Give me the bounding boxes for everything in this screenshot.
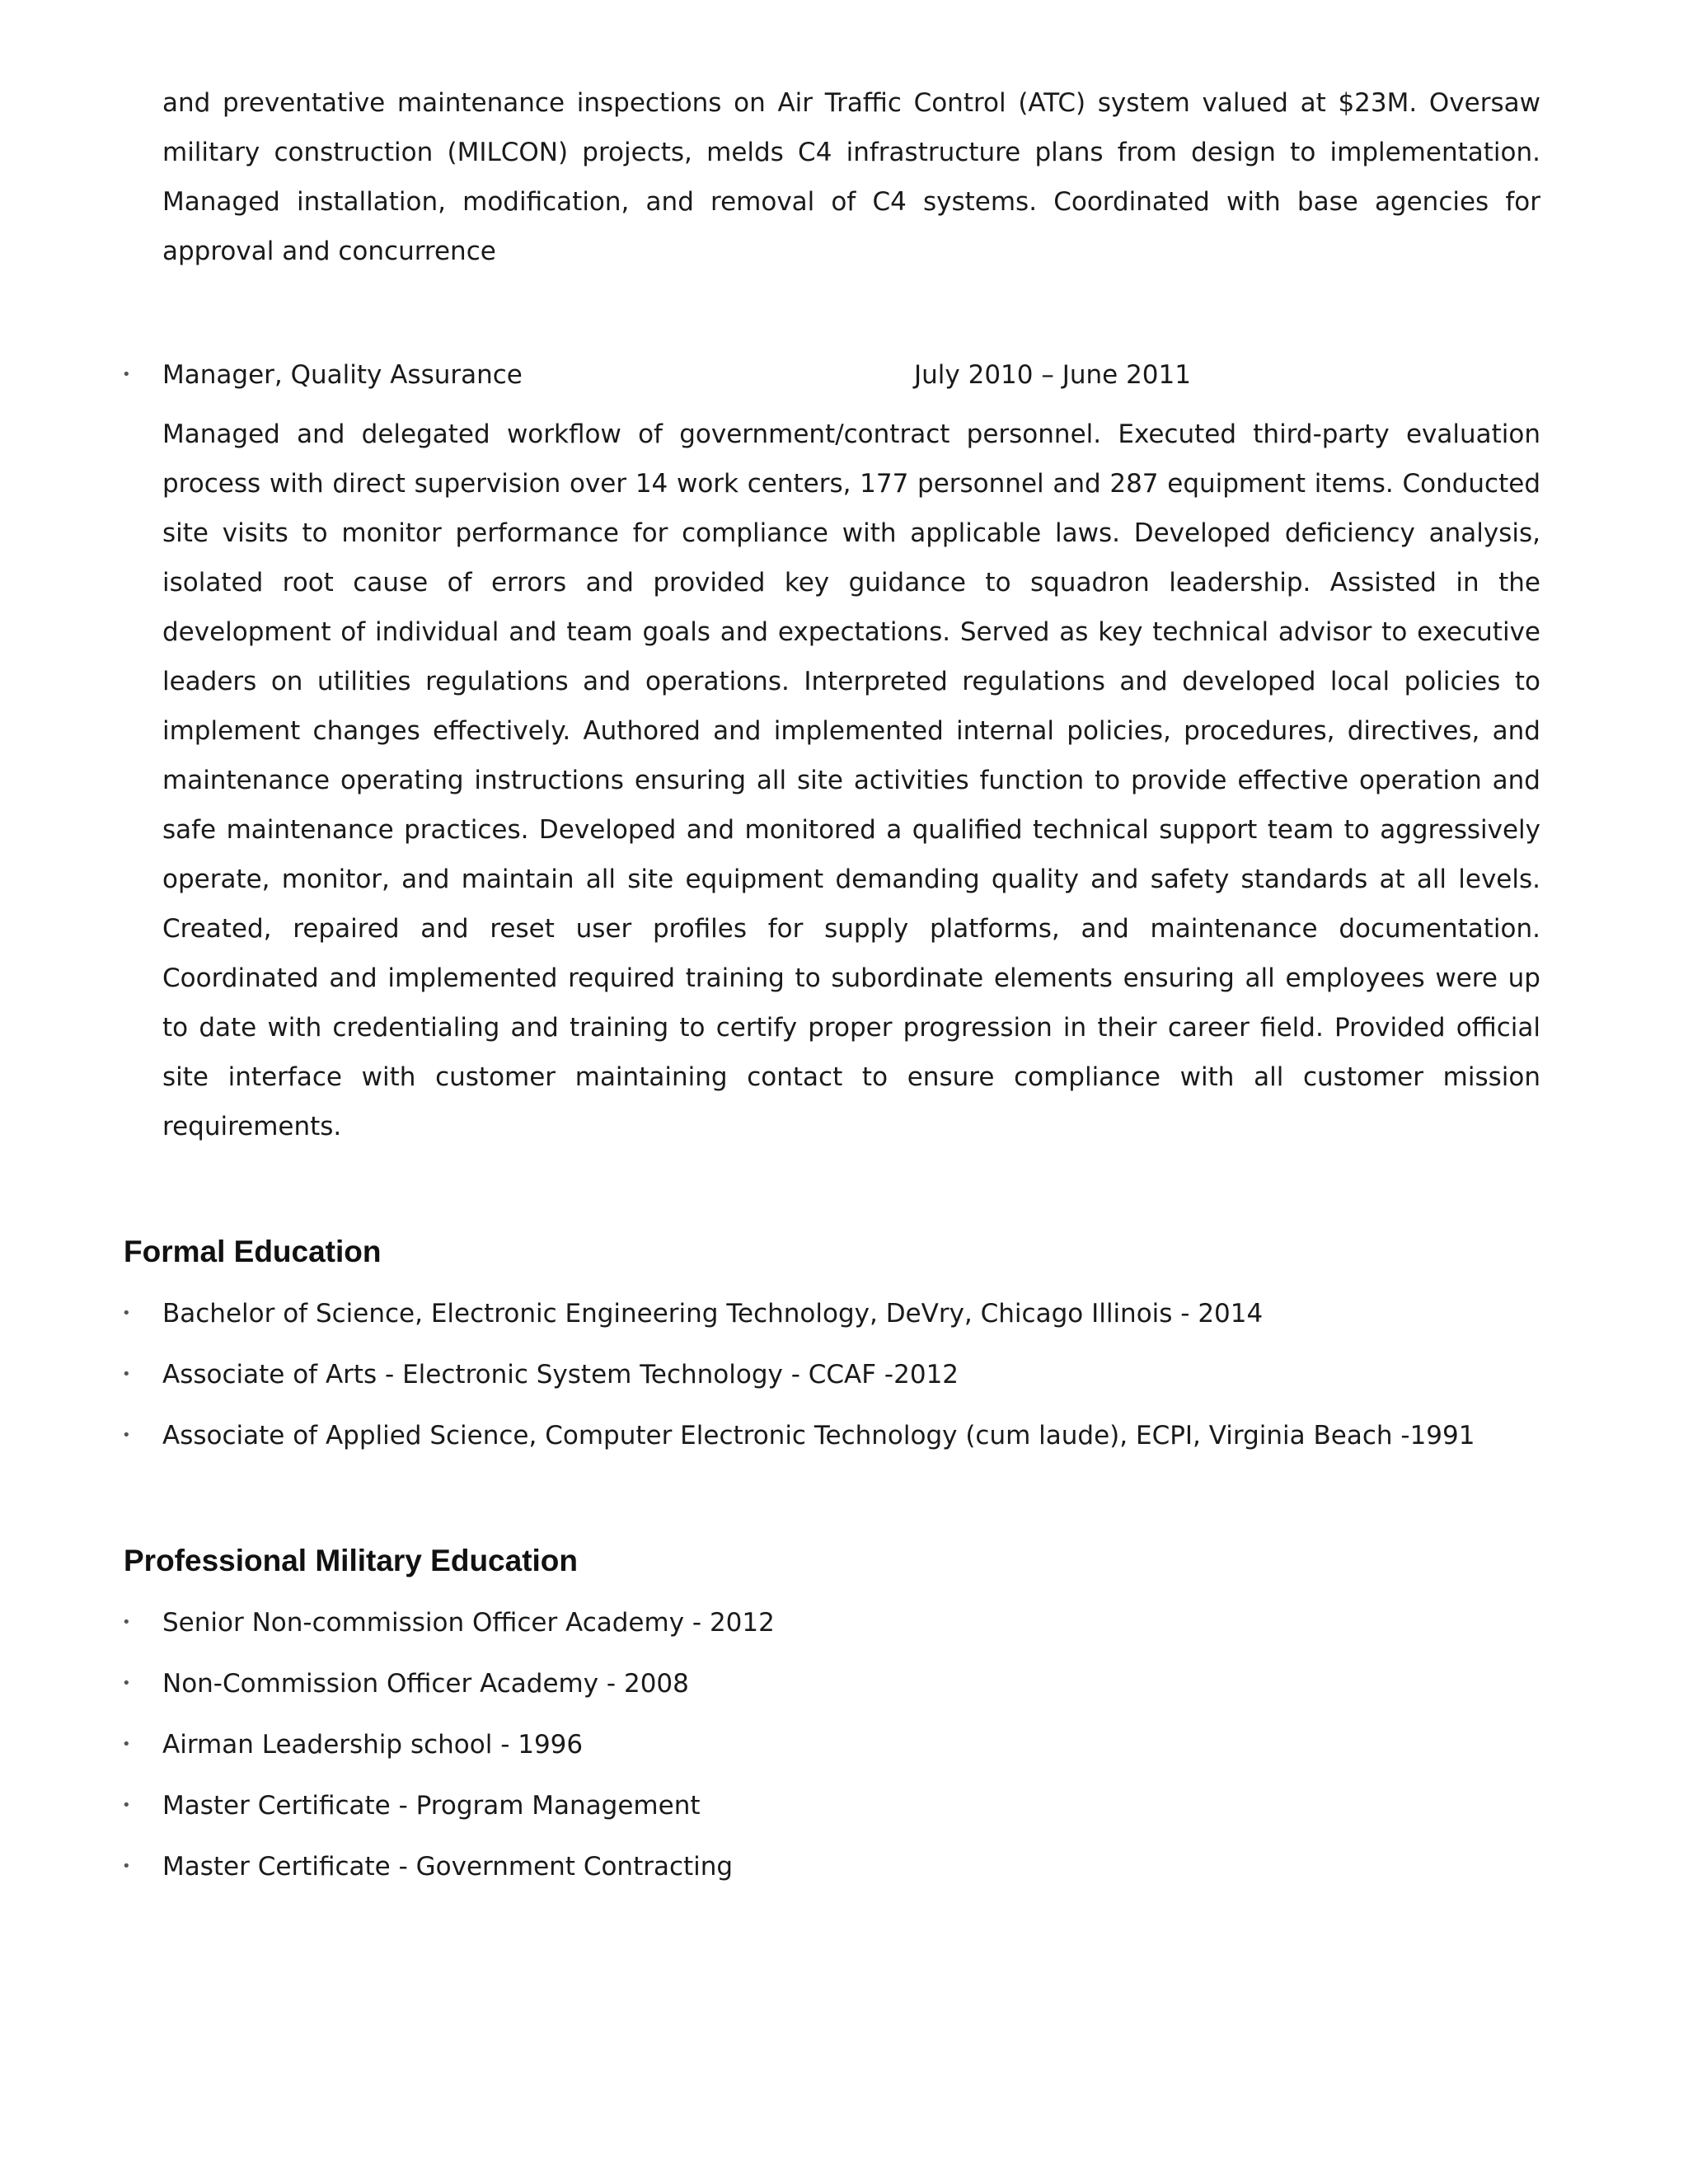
military-education-entry: Airman Leadership school - 1996 [162,1730,584,1760]
bullet-icon: • [122,1427,131,1444]
education-entry: Associate of Arts - Electronic System Technology - CCAF -2012 [162,1360,959,1390]
bullet-icon: • [122,1305,131,1322]
bullet-icon: • [122,1736,131,1753]
bullet-icon: • [122,366,131,383]
list-item [122,1411,1564,1472]
bullet-icon: • [122,1675,131,1692]
military-education-entry: Master Certificate - Program Management [162,1791,701,1821]
military-education-entry: Senior Non-commission Officer Academy - 2012 [162,1608,775,1638]
military-education-entry: Non-Commission Officer Academy - 2008 [162,1669,689,1699]
list-item [122,1842,1564,1903]
list-item [122,1598,1564,1659]
bullet-icon: • [122,1614,131,1631]
formal-education-heading: Formal Education [124,1235,382,1268]
list-item [122,1659,1564,1720]
list-item [122,1289,1564,1350]
list-item [122,1720,1564,1781]
list-item [122,1350,1564,1411]
list-item [122,1781,1564,1842]
job-description: Managed and delegated workflow of government/contract personnel. Executed third-party evaluation process with direct supervision over 14 work centers, 177 personnel and 287 equipment items. Conducted site visits to monitor performance for compliance with applicable laws. Developed deficiency analysis, isolated root cause of errors and provided key guidance to squadron leadership. Assisted in the development of individual and team goals and expectations. Served as key technical advisor to executive leaders on utilities regulations and operations. Interpreted regulations and developed local policies to implement changes effectively. Authored and implemented internal policies, procedures, directives, and maintenance operating instructions ensuring all site activities function to provide effective operation and safe maintenance practices. Developed and monitored a qualified technical support team to aggressively operate, monitor, and maintain all site equipment demanding quality and safety standards at all levels. Created, repaired and reset user profiles for supply platforms, and maintenance documentation. Coordinated and implemented required training to subordinate elements ensuring all employees were up to date with credentialing and training to certify proper progression in their career field. Provided official site interface with customer maintaining contact to ensure compliance with all customer mission requirements. [162,419,1540,1141]
military-education-heading: Professional Military Education [124,1544,579,1577]
job-entry-quality-assurance [122,350,1540,400]
experience-continued-paragraph: and preventative maintenance inspections on Air Traffic Control (ATC) system valued at $23M. Oversaw military construction (MILCON) projects, melds C4 infrastructure plans from design to implementation. Managed installation, modification, and removal of C4 systems. Coordinated with base agencies for approval and concurrence [162,88,1540,266]
education-entry: Associate of Applied Science, Computer Electronic Technology (cum laude), ECPI, Virginia Beach -1991 [162,1421,1475,1451]
military-education-list [122,1598,1564,1903]
education-entry: Bachelor of Science, Electronic Engineering Technology, DeVry, Chicago Illinois - 2014 [162,1299,1264,1329]
job-dates: July 2010 – June 2011 [914,360,1191,390]
bullet-icon: • [122,1366,131,1383]
bullet-icon: • [122,1797,131,1814]
military-education-entry: Master Certificate - Government Contracting [162,1852,734,1882]
formal-education-list [122,1289,1564,1472]
bullet-icon: • [122,1858,131,1875]
job-title: Manager, Quality Assurance [162,360,523,390]
